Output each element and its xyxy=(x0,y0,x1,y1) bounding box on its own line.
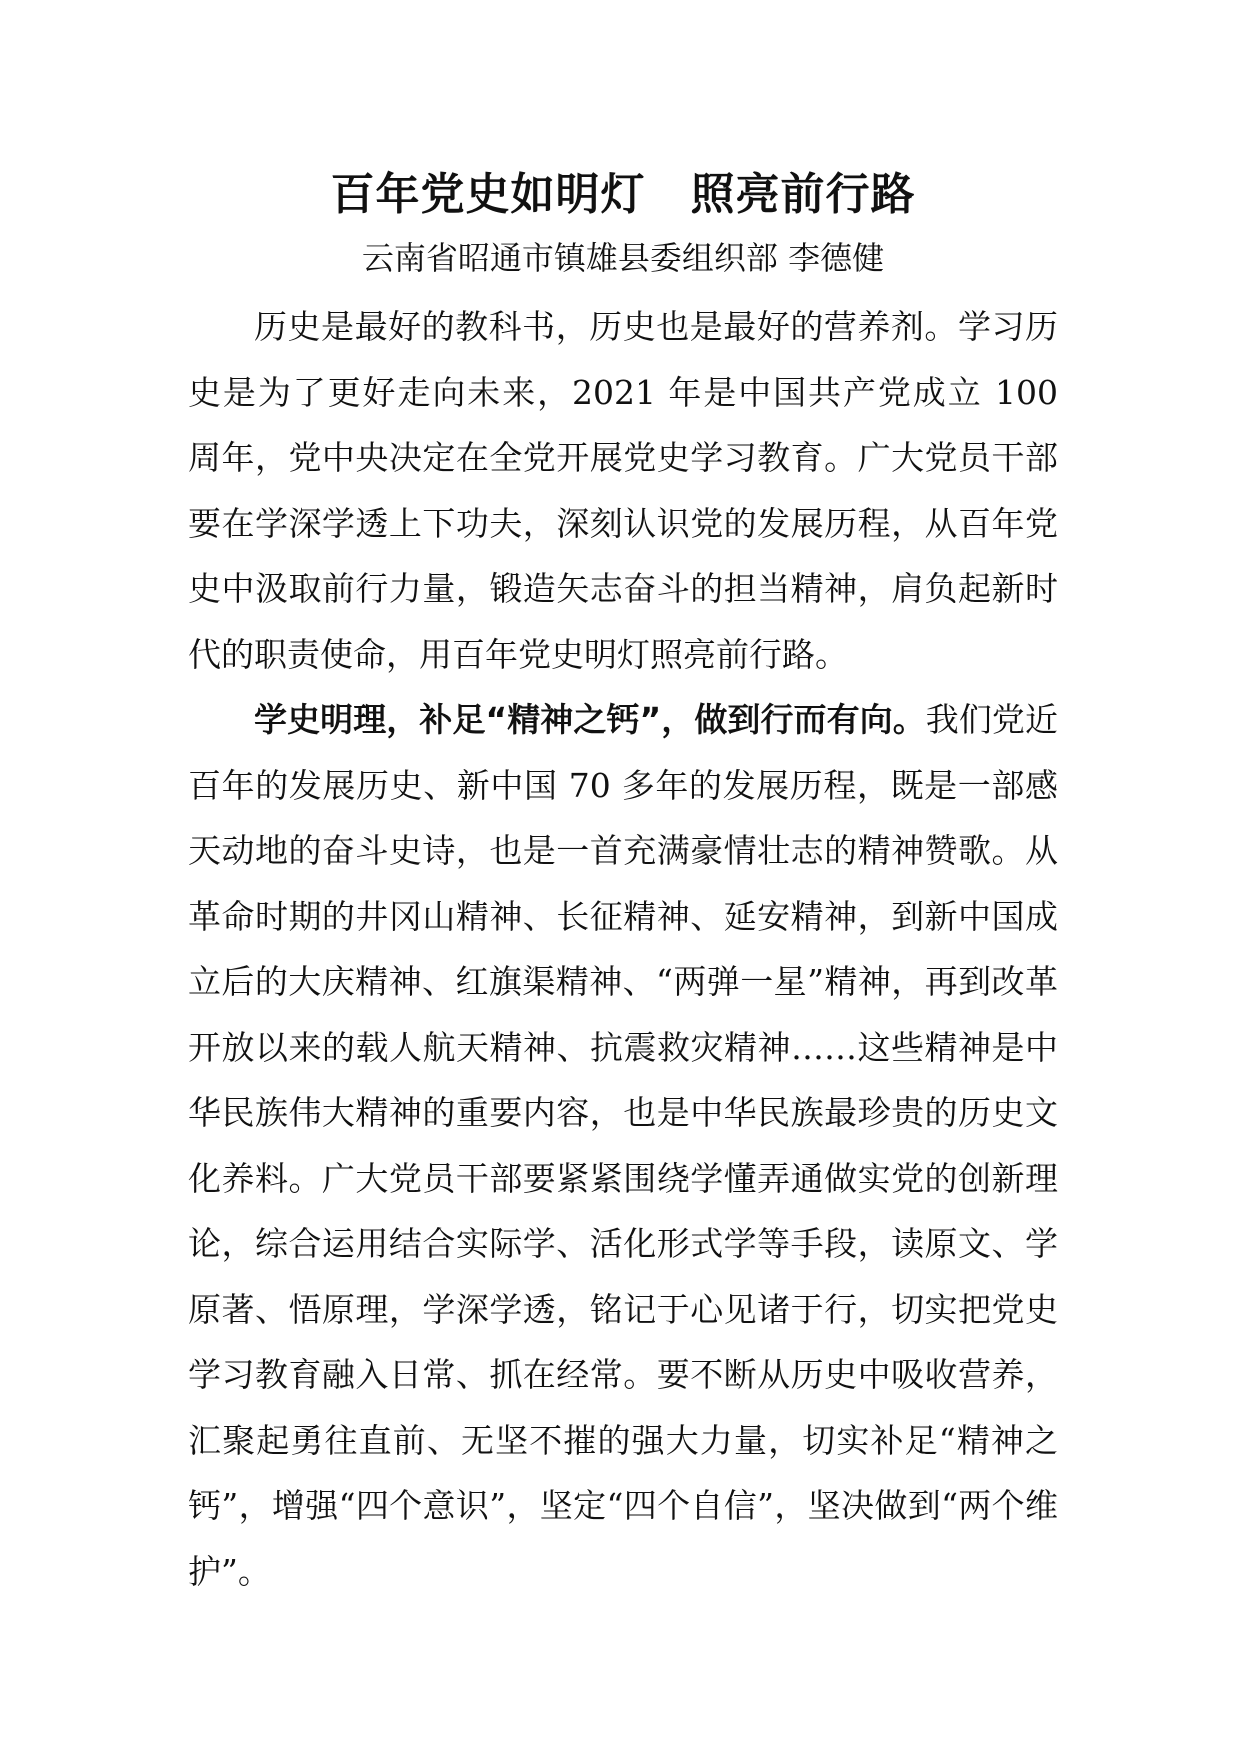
paragraph-intro-text: 历史是最好的教科书，历史也是最好的营养剂。学习历史是为了更好走向未来，2021 年是中国共产党成立 100 周年，党中央决定在全党开展党史学习教育。广大党员干部要在学深学透上下功夫，深刻认识党的发展历程，从百年党史中汲取前行力量，锻造矢志奋斗的担当精神，肩负起新时代的职责使命，用百年党史明灯照亮前行路。 xyxy=(188,307,1058,674)
section-1-heading: 学史明理，补足“精神之钙”，做到行而有向。 xyxy=(254,700,926,739)
author-line: 云南省昭通市镇雄县委组织部 李德健 xyxy=(361,239,885,277)
section-1-text: 我们党近百年的发展历史、新中国 70 多年的发展历程，既是一部感天动地的奋斗史诗，也是一首充满豪情壮志的精神赞歌。从革命时期的井冈山精神、长征精神、延安精神，到新中国成立后的大庆精神、红旗渠精神、“两弹一星”精神，再到改革开放以来的载人航天精神、抗震救灾精神……这些精神是中华民族伟大精神的重要内容，也是中华民族最珍贵的历史文化养料。广大党员干部要紧紧围绕学懂弄通做实党的创新理论，综合运用结合实际学、活化形式学等手段，读原文、学原著、悟原理，学深学透，铭记于心见诸于行，切实把党史学习教育融入日常、抓在经常。要不断从历史中吸收营养，汇聚起勇往直前、无坚不摧的强大力量，切实补足“精神之钙”，增强“四个意识”，坚定“四个自信”，坚决做到“两个维护”。 xyxy=(188,700,1058,1591)
document-page xyxy=(188,160,1058,1604)
document-title: 百年党史如明灯 照亮前行路 xyxy=(330,169,916,220)
paragraph-section-1 xyxy=(188,687,1058,1604)
paragraph-intro xyxy=(188,294,1058,687)
